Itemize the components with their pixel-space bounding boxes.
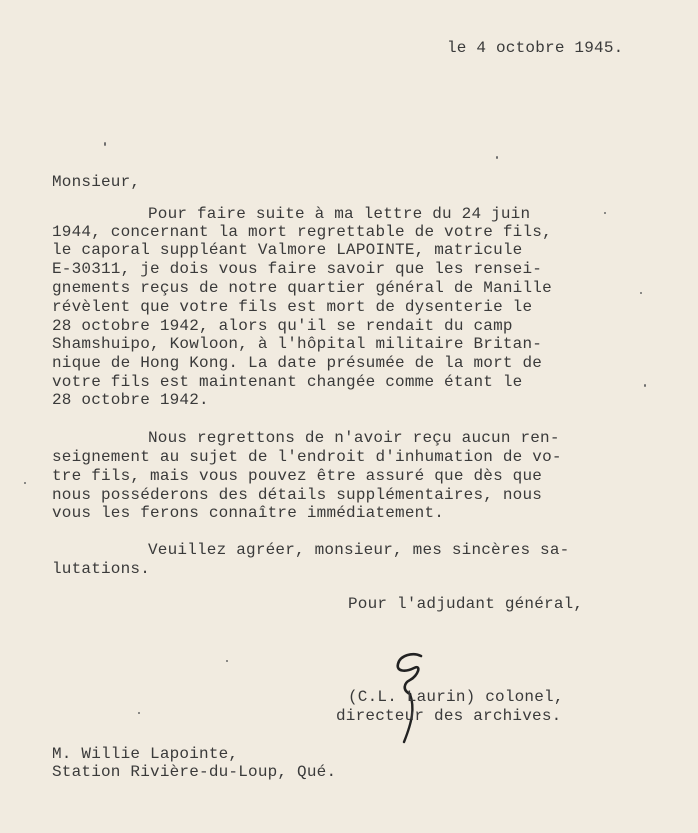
paper-speck [24,482,26,484]
paragraph-line: seignement au sujet de l'endroit d'inhumation de vo- [52,448,562,466]
paragraph-line: révèlent que votre fils est mort de dysenterie le [52,298,533,316]
paragraph-line: nous posséderons des détails supplémentaires, nous [52,486,543,504]
paragraph-line: E-30311, je dois vous faire savoir que les rensei- [52,260,543,278]
paragraph-line: Veuillez agréer, monsieur, mes sincères sa- [148,541,570,559]
paragraph-line: tre fils, mais vous pouvez être assuré que dès que [52,467,543,485]
salutation: Monsieur, [52,173,141,191]
paragraph-line: lutations. [52,560,151,578]
signatory-title: directeur des archives. [336,707,562,725]
paper-speck [138,712,140,714]
paper-speck [640,292,642,294]
paragraph-line: nique de Hong Kong. La date présumée de la mort de [52,354,543,372]
paper-speck [644,384,646,387]
paragraph-line: Shamshuipo, Kowloon, à l'hôpital militaire Britan- [52,335,543,353]
closing-line: Pour l'adjudant général, [348,595,584,613]
paragraph-line: 28 octobre 1942. [52,391,209,409]
paragraph-line: Pour faire suite à ma lettre du 24 juin [148,205,531,223]
paper-speck [226,660,228,662]
paragraph-line: vous les ferons connaître immédiatement. [52,504,445,522]
paragraph-line: Nous regrettons de n'avoir reçu aucun ren- [148,429,560,447]
paragraph-line: 1944, concernant la mort regrettable de votre fils, [52,223,552,241]
paper-speck [104,142,106,146]
paper-speck [604,212,606,214]
signatory-name: (C.L. Laurin) colonel, [348,688,564,706]
paragraph-line: votre fils est maintenant changée comme étant le [52,373,523,391]
paper-speck [496,156,498,159]
recipient-name: M. Willie Lapointe, [52,745,239,763]
paragraph-line: le caporal suppléant Valmore LAPOINTE, matricule [52,241,523,259]
recipient-location: Station Rivière-du-Loup, Qué. [52,763,337,781]
paragraph-line: 28 octobre 1942, alors qu'il se rendait du camp [52,317,513,335]
paragraph-line: gnements reçus de notre quartier général de Manille [52,279,552,297]
letter-date: le 4 octobre 1945. [447,39,624,57]
